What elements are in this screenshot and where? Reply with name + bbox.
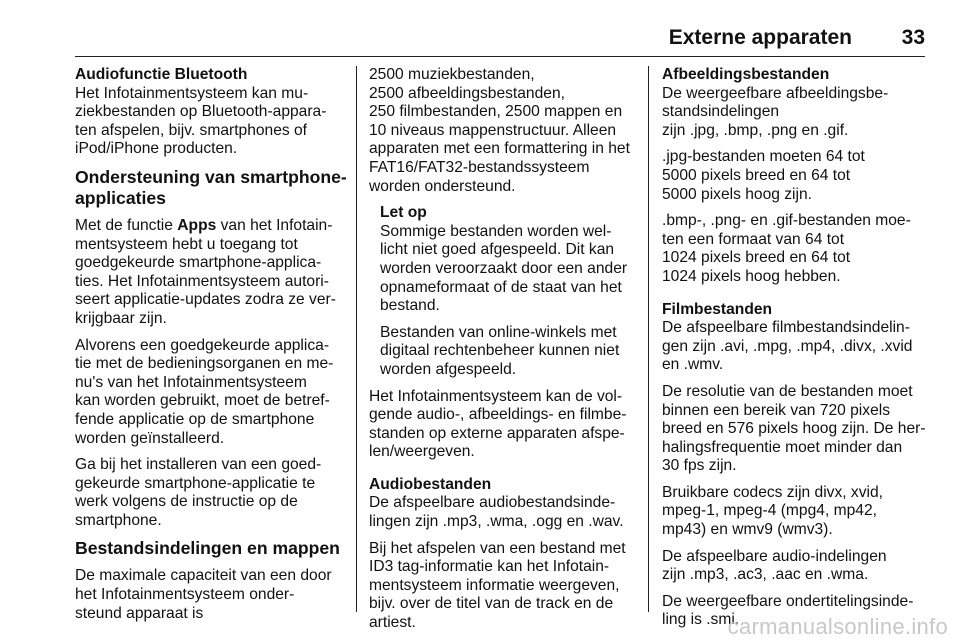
text-line: fende applicatie op de smartphone xyxy=(75,410,315,428)
text-line: mp43) en wmv9 (wmv3). xyxy=(662,521,833,539)
text-line: 30 fps zijn. xyxy=(662,457,737,475)
text-line: Bij het afspelen van een bestand met xyxy=(369,539,626,557)
text-line: Bruikbare codecs zijn divx, xvid, xyxy=(662,483,884,501)
text-line: ziekbestanden op Bluetooth-appara- xyxy=(75,103,327,121)
text-line: gen zijn .avi, .mpg, .mp4, .divx, .xvid xyxy=(662,337,913,355)
text-line: artiest. xyxy=(369,614,416,632)
subheading-bluetooth: Audiofunctie Bluetooth xyxy=(75,66,248,83)
paragraph-alvorens xyxy=(75,337,345,449)
text-line: 2500 muziekbestanden, xyxy=(369,66,535,83)
text-line: kan worden gebruikt, moet de betref- xyxy=(75,392,330,410)
subheading-images: Afbeeldingsbestanden xyxy=(662,66,830,83)
note-box xyxy=(380,204,634,379)
text-line: worden ondersteund. xyxy=(369,177,516,195)
note-heading: Let op xyxy=(380,204,427,222)
text-line: Bestanden van online-winkels met xyxy=(380,323,617,341)
text-line: gekeurde smartphone-applicatie te xyxy=(75,474,316,492)
paragraph-id3 xyxy=(369,540,634,633)
text-line: werk volgens de instructie op de xyxy=(75,493,298,511)
apps-rest xyxy=(75,236,345,329)
paragraph-images xyxy=(662,85,928,141)
text-line: mpeg-1, mpeg-4 (mpg4, mp42, xyxy=(662,502,877,520)
apps-keyword: Apps xyxy=(177,216,217,234)
text-line: seert applicatie-updates zodra ze ver- xyxy=(75,291,336,309)
paragraph-apps xyxy=(75,217,345,329)
text-line: .jpg-bestanden moeten 64 tot xyxy=(662,148,865,166)
watermark: carmanualsonline.info xyxy=(727,614,948,639)
text-line: De afspeelbare filmbestandsindelin- xyxy=(662,319,910,337)
text-line: De resolutie van de bestanden moet xyxy=(662,382,913,400)
text-line: 250 filmbestanden, 2500 mappen en xyxy=(369,103,623,121)
heading-file-formats: Bestandsindelingen en mappen xyxy=(75,538,340,559)
text-line: applicaties xyxy=(75,187,166,208)
text-line: Het Infotainmentsysteem kan de vol- xyxy=(369,387,623,405)
paragraph-codecs xyxy=(662,484,928,540)
column-divider xyxy=(648,66,649,612)
text-line: zijn .jpg, .bmp, .png en .gif. xyxy=(662,121,849,139)
text-line: Het Infotainmentsysteem kan mu- xyxy=(75,84,309,102)
text-line: worden geïnstalleerd. xyxy=(75,429,225,447)
text-line: ID3 tag-informatie kan het Infotain- xyxy=(369,558,610,576)
text-line: De afspeelbare audiobestandsinde- xyxy=(369,494,616,512)
text-line: bijv. over de titel van de track en de xyxy=(369,595,614,613)
text-line: 5000 pixels breed en 64 tot xyxy=(662,166,851,184)
text-line: ties. Het Infotainmentsysteem autori- xyxy=(75,272,329,290)
text-line: goedgekeurde smartphone-applica- xyxy=(75,254,322,272)
text-line: breed en 576 pixels hoog zijn. De her- xyxy=(662,420,926,438)
page-title: Externe apparaten xyxy=(668,26,852,49)
text-line: halingsfrequentie moet minder dan xyxy=(662,438,903,456)
text-line: lingen zijn .mp3, .wma, .ogg en .wav. xyxy=(369,513,624,531)
text-line: Alvorens een goedgekeurde applica- xyxy=(75,336,330,354)
text-line: steund apparaat is xyxy=(75,604,204,622)
paragraph-audio xyxy=(369,494,634,531)
text-line: 5000 pixels hoog zijn. xyxy=(662,185,812,203)
subheading-film: Filmbestanden xyxy=(662,300,773,318)
text-line: mentsysteem hebt u toegang tot xyxy=(75,235,298,253)
text-line: ten een formaat van 64 tot xyxy=(662,230,845,248)
paragraph-bluetooth xyxy=(75,85,345,159)
column-1 xyxy=(75,66,345,631)
column-divider xyxy=(356,66,357,612)
apps-suffix: van het Infotain- xyxy=(216,216,333,234)
paragraph-bmp xyxy=(662,212,928,286)
text-line: ten afspelen, bijv. smartphones of xyxy=(75,121,308,139)
text-line: len/weergeven. xyxy=(369,443,475,461)
text-line: iPod/iPhone producten. xyxy=(75,140,238,158)
text-line: .bmp-, .png- en .gif-bestanden moe- xyxy=(662,212,911,230)
text-line: zijn .mp3, .ac3, .aac en .wma. xyxy=(662,566,869,584)
note-paragraph-2 xyxy=(380,324,634,380)
text-line: standen op externe apparaten afspe- xyxy=(369,424,625,442)
paragraph-film xyxy=(662,319,928,375)
text-line: 1024 pixels breed en 64 tot xyxy=(662,249,851,267)
text-line: smartphone. xyxy=(75,511,162,529)
text-line: standsindelingen xyxy=(662,103,780,121)
text-line: 10 niveaus mappenstructuur. Alleen xyxy=(369,121,617,139)
text-line: Ondersteuning van smartphone- xyxy=(75,166,347,187)
text-line: gende audio-, afbeeldings- en filmbe- xyxy=(369,406,627,424)
text-line: worden afgespeeld. xyxy=(380,360,517,378)
text-line: apparaten met een formattering in het xyxy=(369,140,630,158)
column-3 xyxy=(662,66,928,638)
text-line: ling is .smi. xyxy=(662,611,740,629)
text-line: nu's van het Infotainmentsysteem xyxy=(75,373,307,391)
text-line: worden veroorzaakt door een ander xyxy=(380,259,628,277)
text-line: het Infotainmentsysteem onder- xyxy=(75,586,295,604)
text-line: opnameformaat of de staat van het xyxy=(380,278,622,296)
paragraph-resolution xyxy=(662,383,928,476)
paragraph-capacity xyxy=(75,567,345,623)
text-line: mentsysteem informatie weergeven, xyxy=(369,576,620,594)
column-2 xyxy=(369,66,634,641)
page-number: 33 xyxy=(901,26,925,49)
text-line: tie met de bedieningsorganen en me- xyxy=(75,355,334,373)
paragraph-playback xyxy=(369,388,634,462)
text-line: licht niet goed afgespeeld. Dit kan xyxy=(380,241,615,259)
apps-prefix: Met de functie xyxy=(75,216,178,234)
paragraph-jpg xyxy=(662,148,928,204)
text-line: bestand. xyxy=(380,297,440,315)
text-line: binnen een bereik van 720 pixels xyxy=(662,401,891,419)
text-line: De maximale capaciteit van een door xyxy=(75,567,332,585)
note-paragraph-1 xyxy=(380,223,634,316)
page-header xyxy=(75,0,925,57)
text-line: 1024 pixels hoog hebben. xyxy=(662,267,841,285)
paragraph-capacity-cont xyxy=(369,66,634,196)
heading-smartphone-apps xyxy=(75,167,345,209)
text-line: De weergeefbare afbeeldingsbe- xyxy=(662,84,889,102)
text-line: krijgbaar zijn. xyxy=(75,309,167,327)
subheading-audio: Audiobestanden xyxy=(369,475,492,493)
text-line: De weergeefbare ondertitelingsinde- xyxy=(662,592,914,610)
text-line: FAT16/FAT32-bestandssysteem xyxy=(369,158,590,176)
paragraph-audio-formats xyxy=(662,548,928,585)
text-line: en .wmv. xyxy=(662,356,724,374)
text-line: digitaal rechtenbeheer kunnen niet xyxy=(380,342,620,360)
text-line: 2500 afbeeldingsbestanden, xyxy=(369,84,565,102)
text-line: De afspeelbare audio-indelingen xyxy=(662,547,887,565)
text-line: Sommige bestanden worden wel- xyxy=(380,222,612,240)
text-line: Ga bij het installeren van een goed- xyxy=(75,456,322,474)
paragraph-installeren xyxy=(75,456,345,530)
